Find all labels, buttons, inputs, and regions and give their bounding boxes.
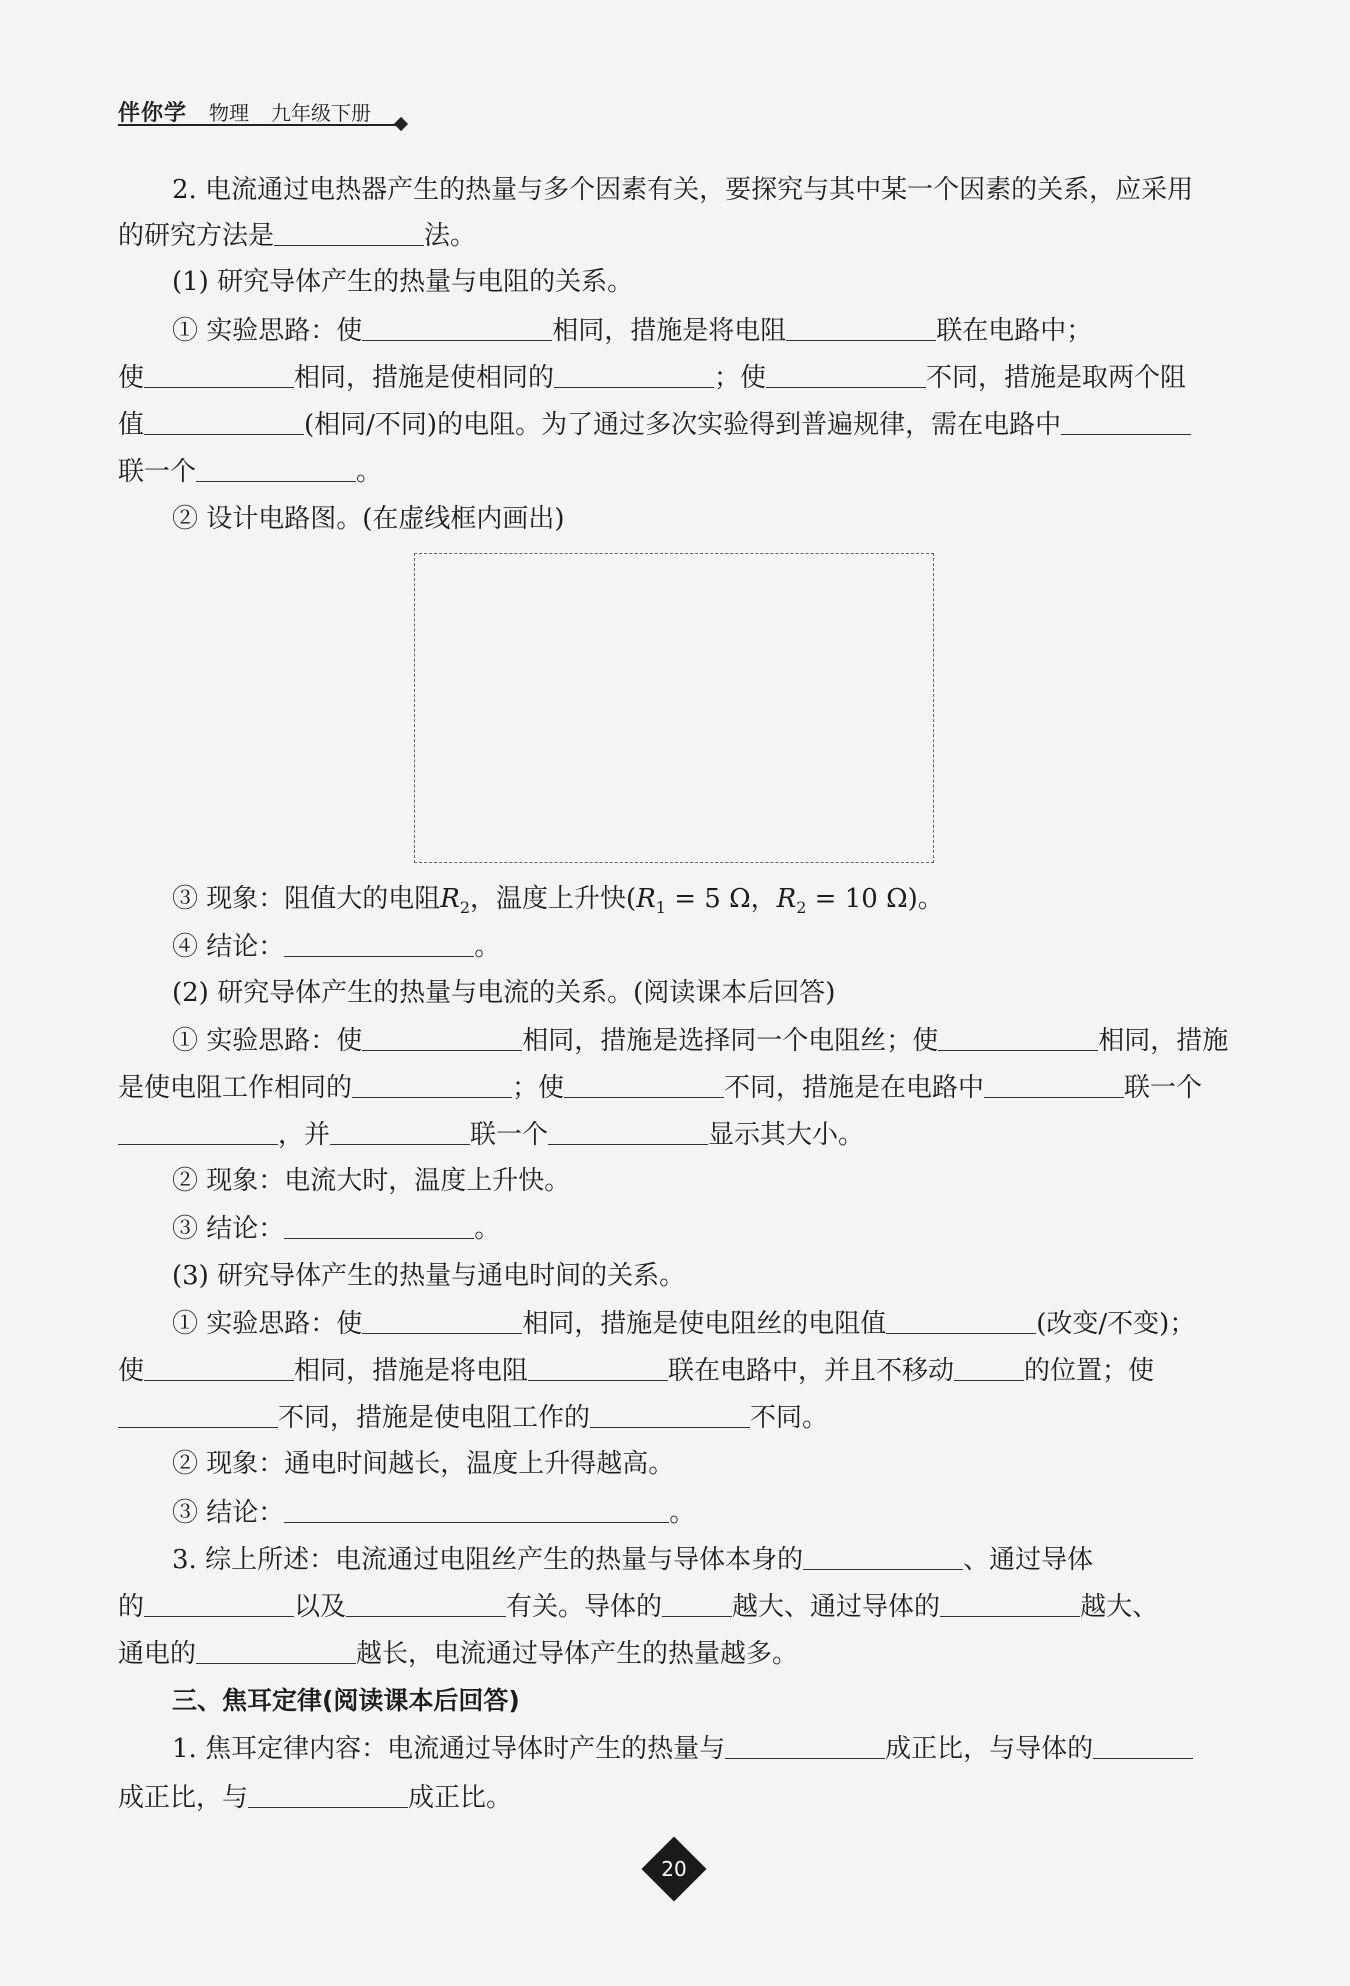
p2-title: (2) 研究导体产生的热量与电流的关系。(阅读课本后回答) — [172, 978, 836, 1008]
q3-line-a: 3. 综上所述：电流通过电阻丝产生的热量与导体本身的 、通过导体 — [172, 1539, 1234, 1580]
brand-logo: 伴你学 — [118, 101, 188, 126]
blank-p3-same2[interactable] — [144, 1350, 294, 1381]
blank-p1-diff[interactable] — [766, 357, 926, 388]
blank-p2-connect2[interactable] — [330, 1114, 470, 1145]
blank-q3-factor1[interactable] — [803, 1539, 963, 1570]
p2-step3: ③ 结论： 。 — [172, 1208, 1234, 1249]
p2-line-a: ① 实验思路：使 相同，措施是选择同一个电阻丝；使 相同，措施 — [172, 1020, 1234, 1061]
blank-p3-time[interactable] — [590, 1397, 750, 1428]
p2-line-b: 是使电阻工作相同的 ；使 不同，措施是在电路中 联一个 — [118, 1067, 1234, 1108]
page-number: 20 — [661, 1857, 687, 1881]
p1-step4: ④ 结论： 。 — [172, 926, 1234, 967]
blank-p2-same2[interactable] — [938, 1020, 1098, 1051]
blank-p3-same1[interactable] — [362, 1303, 522, 1334]
blank-p2-diff[interactable] — [564, 1067, 724, 1098]
header-rule — [118, 124, 400, 126]
blank-p1-same2[interactable] — [144, 357, 294, 388]
blank-joule-1[interactable] — [725, 1728, 885, 1759]
p1-line-a: ① 实验思路：使 相同，措施是将电阻 联在电路中； — [172, 310, 1234, 351]
header-subject: 物理 — [209, 101, 250, 125]
blank-p2-conclusion[interactable] — [284, 1208, 474, 1239]
blank-p2-device1[interactable] — [118, 1114, 278, 1145]
p3-line-c: 不同，措施是使电阻工作的 不同。 — [118, 1397, 1234, 1438]
blank-p2-connect[interactable] — [984, 1067, 1124, 1098]
p1-title: (1) 研究导体产生的热量与电阻的关系。 — [172, 267, 634, 297]
blank-joule-2[interactable] — [1093, 1728, 1193, 1759]
section-title-joule: 三、焦耳定律(阅读课本后回答) — [172, 1686, 520, 1715]
p2-step2: ② 现象：电流大时，温度上升快。 — [172, 1166, 571, 1196]
p3-step2: ② 现象：通电时间越长，温度上升得越高。 — [172, 1449, 675, 1479]
blank-p1-resist[interactable] — [144, 404, 304, 435]
blank-p2-device2[interactable] — [548, 1114, 708, 1145]
blank-p1-device[interactable] — [196, 451, 356, 482]
blank-p2-time[interactable] — [352, 1067, 512, 1098]
q2-line2: 的研究方法是 法。 — [118, 215, 1234, 256]
p3-step3: ③ 结论： 。 — [172, 1492, 1234, 1533]
blank-method[interactable] — [274, 215, 424, 246]
blank-p3-diff[interactable] — [118, 1397, 278, 1428]
blank-p1-same3[interactable] — [554, 357, 714, 388]
q2-line1: 2. 电流通过电热器产生的热量与多个因素有关，要探究与其中某一个因素的关系，应采用 — [172, 175, 1194, 205]
p3-title: (3) 研究导体产生的热量与通电时间的关系。 — [172, 1261, 686, 1291]
blank-p2-same1[interactable] — [362, 1020, 522, 1051]
blank-q3-larger1[interactable] — [662, 1586, 732, 1617]
circuit-drawing-box[interactable] — [414, 553, 934, 863]
p1-step2: ② 设计电路图。(在虚线框内画出) — [172, 504, 565, 534]
p1-line-b: 使 相同，措施是使相同的 ；使 不同，措施是取两个阻 — [118, 357, 1234, 398]
blank-p1-conclusion[interactable] — [284, 926, 474, 957]
blank-p1-series[interactable] — [1061, 404, 1191, 435]
sec3-line-a: 1. 焦耳定律内容：电流通过导体时产生的热量与 成正比，与导体的 — [172, 1728, 1234, 1769]
blank-q3-longer[interactable] — [196, 1633, 356, 1664]
blank-p3-conclusion[interactable] — [284, 1492, 669, 1523]
q3-line-b: 的 以及 有关。导体的 越大、通过导体的 越大、 — [118, 1586, 1234, 1627]
header-grade: 九年级下册 — [271, 101, 372, 125]
p1-line-d: 联一个 。 — [118, 451, 1234, 492]
blank-p3-connect[interactable] — [528, 1350, 668, 1381]
p3-line-b: 使 相同，措施是将电阻 联在电路中，并且不移动 的位置；使 — [118, 1350, 1234, 1391]
blank-p3-position[interactable] — [954, 1350, 1024, 1381]
p1-line-c: 值 (相同/不同)的电阻。为了通过多次实验得到普遍规律，需在电路中 — [118, 404, 1234, 445]
blank-q3-larger2[interactable] — [940, 1586, 1080, 1617]
blank-q3-factor2[interactable] — [144, 1586, 294, 1617]
blank-p3-resist[interactable] — [886, 1303, 1036, 1334]
blank-joule-3[interactable] — [248, 1777, 408, 1808]
p3-line-a: ① 实验思路：使 相同，措施是使电阻丝的电阻值 (改变/不变)； — [172, 1303, 1234, 1344]
blank-p1-connect[interactable] — [786, 310, 936, 341]
blank-q3-factor3[interactable] — [346, 1586, 506, 1617]
sec3-line-b: 成正比，与 成正比。 — [118, 1777, 1234, 1818]
q3-line-c: 通电的 越长，电流通过导体产生的热量越多。 — [118, 1633, 1234, 1674]
p2-line-c: ，并 联一个 显示其大小。 — [118, 1114, 1234, 1155]
blank-p1-same1[interactable] — [362, 310, 552, 341]
page-header — [118, 96, 418, 136]
p1-step3: ③ 现象：阻值大的电阻$R_2$，温度上升快($R_1 = 5$ Ω，$R_2 = 10$ Ω)。 — [172, 884, 944, 918]
